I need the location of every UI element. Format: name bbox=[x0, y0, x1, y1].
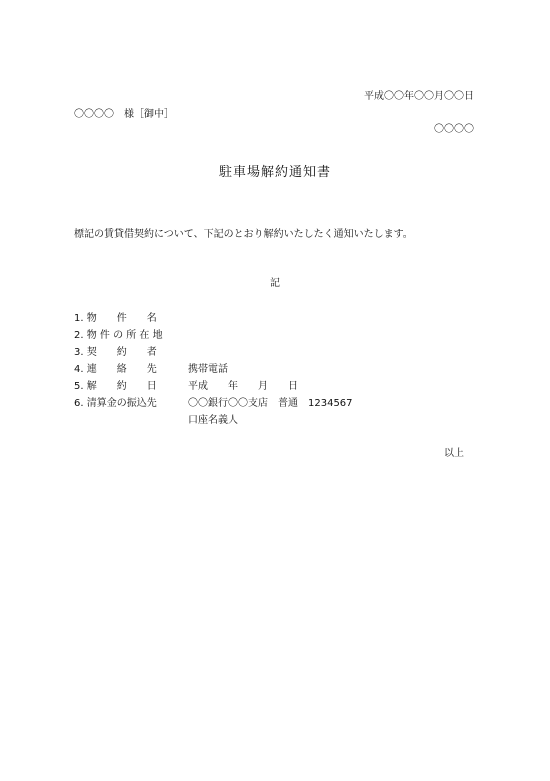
item-label-contact: 4. 連 絡 先 bbox=[74, 364, 157, 375]
account-holder-label: 口座名義人 bbox=[188, 415, 238, 426]
item-label-contractor: 3. 契 約 者 bbox=[74, 347, 157, 358]
ki-heading: 記 bbox=[270, 278, 280, 289]
item-label-refund-account: 6. 清算金の振込先 bbox=[74, 398, 157, 409]
sender-name: 〇〇〇〇 bbox=[434, 124, 474, 135]
document-title: 駐車場解約通知書 bbox=[218, 165, 331, 180]
item-value-contact: 携帯電話 bbox=[188, 364, 228, 375]
item-value-cancel-date: 平成 年 月 日 bbox=[188, 381, 298, 392]
item-label-cancel-date: 5. 解 約 日 bbox=[74, 381, 157, 392]
closing-text: 以上 bbox=[444, 448, 464, 459]
body-paragraph: 標記の賃貸借契約について、下記のとおり解約いたしたく通知いたします。 bbox=[74, 229, 413, 240]
item-value-refund-account: 〇〇銀行〇〇支店 普通 1234567 bbox=[188, 398, 353, 409]
recipient-name: 〇〇〇〇 様［御中］ bbox=[74, 109, 174, 120]
document-date: 平成〇〇年〇〇月〇〇日 bbox=[364, 91, 474, 102]
item-label-property-name: 1. 物 件 名 bbox=[74, 313, 157, 324]
item-label-property-address: 2. 物 件 の 所 在 地 bbox=[74, 330, 163, 341]
